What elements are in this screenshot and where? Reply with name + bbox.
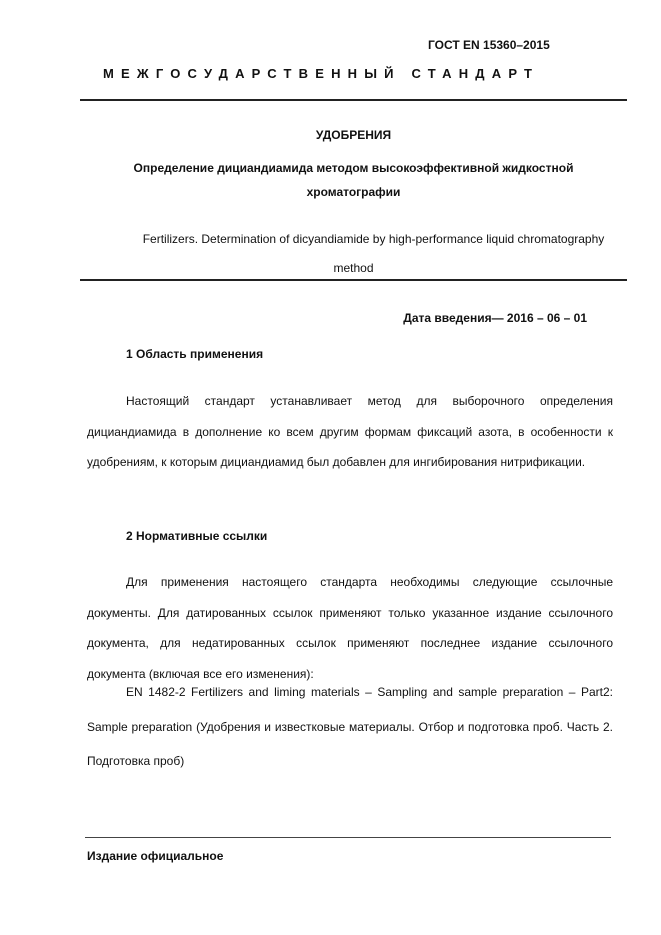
english-title-line-1: Fertilizers. Determination of dicyandiamide by high-performance liquid chromatography: [142, 232, 605, 246]
title-divider: [80, 279, 627, 281]
section-paragraph-references: Для применения настоящего стандарта необходимы следующие ссылочные документы. Для датированных ссылок применяют только указанное издание ссылочного документа, для недатированных ссылок применяют последнее издание ссылочного документа (включая все его изменения):: [87, 575, 613, 682]
english-title: [80, 225, 627, 283]
document-title: УДОБРЕНИЯ: [315, 128, 392, 142]
section-heading-scope: 1 Область применения: [126, 347, 264, 361]
english-title-line-2: method: [333, 261, 374, 275]
section-heading-references: 2 Нормативные ссылки: [126, 529, 268, 543]
header-divider: [80, 99, 627, 101]
official-edition-label: Издание официальное: [87, 849, 224, 863]
document-subtitle: Определение дициандиамида методом высокоэффективной жидкостной хроматографии: [133, 161, 574, 199]
standard-designation: ГОСТ EN 15360–2015: [428, 38, 550, 52]
section-paragraph-scope: Настоящий стандарт устанавливает метод для выборочного определения дициандиамида в дополнение ко всем другим формам фиксаций азота, в особенности к удобрениям, к которым дициандиамид был добавлен для ингибирования нитрификации.: [87, 394, 613, 470]
footer-divider: [85, 837, 611, 838]
reference-item-en-1482-2: EN 1482-2 Fertilizers and liming materials – Sampling and sample preparation – Part2: Sample preparation (Удобрения и известковые материалы. Отбор и подготовка проб. Часть 2. Подготовка проб): [87, 685, 613, 768]
introduction-date: Дата введения— 2016 – 06 – 01: [403, 311, 587, 325]
standard-category: МЕЖГОСУДАРСТВЕННЫЙ СТАНДАРТ: [103, 66, 540, 81]
